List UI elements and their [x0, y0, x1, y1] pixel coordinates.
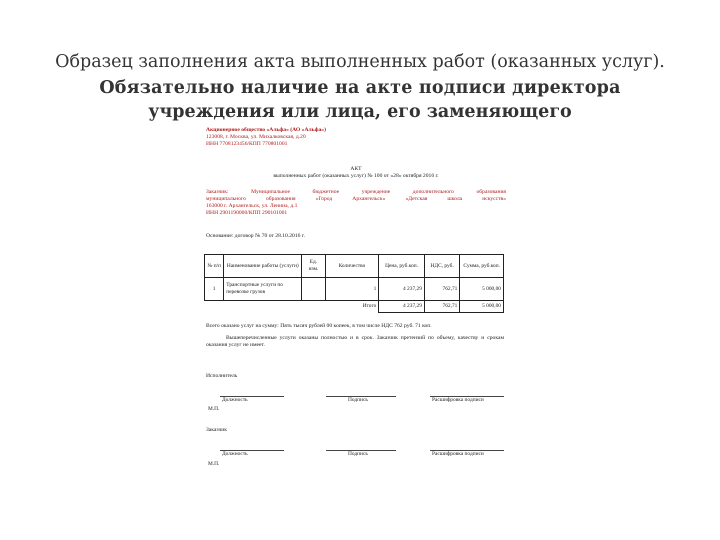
- customer-label: Заказчик:: [206, 189, 229, 195]
- executor-label: Исполнитель: [206, 373, 238, 379]
- col-sum: Сумма, руб.коп.: [460, 255, 504, 278]
- customer-inn: ИНН 2901190000/КПП 290101001: [206, 209, 288, 216]
- col-quantity: Количество: [325, 255, 379, 278]
- cell-price: 4 237,29: [379, 278, 425, 301]
- cell-number: 1: [205, 278, 224, 301]
- cell-quantity: 1: [325, 278, 379, 301]
- total-label: Итого: [325, 301, 379, 313]
- company-inn: ИНН 7708123456/КПП 770801001: [206, 141, 288, 147]
- customer-signature-caption: Подпись: [348, 451, 368, 457]
- acceptance-statement: Вышеперечисленные услуги оказаны полностью и в срок. Заказчик претензий по объему, качеству и срокам оказания услуг не имеет.: [206, 335, 504, 348]
- table-header-row: [205, 255, 504, 278]
- total-summary: Всего оказано услуг на сумму: Пять тысяч рублей 00 копеек, в том числе НДС 762 руб. 71 коп.: [206, 323, 432, 329]
- total-sum: 5 000,00: [460, 301, 504, 313]
- cell-name: Транспортные услуги по перевозке грузов: [224, 278, 302, 301]
- executor-decode-caption: Расшифровка подписи: [432, 397, 484, 403]
- act-document: [204, 127, 508, 472]
- contract-basis: Основание: договор № 70 от 28.10.2016 г.: [206, 233, 305, 239]
- slide-title-line-1: Образец заполнения акта выполненных работ (оказанных услуг).: [55, 52, 665, 72]
- executor-stamp: М.П.: [208, 406, 220, 412]
- executor-signature-caption: Подпись: [348, 397, 368, 403]
- cell-unit: [302, 278, 325, 301]
- slide-title-line-3: учреждения или лица, его заменяющего: [148, 102, 572, 122]
- customer-line-1: Муниципальное бюджетное учреждение дополнительного образования: [251, 189, 507, 195]
- customer-stamp: М.П.: [208, 461, 220, 467]
- table-row: [205, 278, 504, 301]
- col-price: Цена, руб.коп.: [379, 255, 425, 278]
- col-vat: НДС, руб.: [424, 255, 459, 278]
- cell-vat: 762,71: [424, 278, 459, 301]
- act-title: АКТ: [350, 166, 362, 172]
- customer-block: [206, 189, 506, 217]
- customer-decode-caption: Расшифровка подписи: [432, 451, 484, 457]
- services-table: [204, 254, 504, 313]
- col-unit: Ед. изм.: [302, 255, 325, 278]
- col-number: № п/п: [205, 255, 224, 278]
- act-subtitle: выполненных работ (оказанных услуг) № 100 от «28» октября 2016 г.: [273, 173, 439, 179]
- company-address: 123008, г. Москва, ул. Михалковская, д.20: [206, 134, 306, 140]
- col-name: Наименование работы (услуги): [224, 255, 302, 278]
- total-price: 4 237,29: [379, 301, 425, 313]
- customer-line-3: 163000 г. Архангельск, ул. Ленина, д.1: [206, 202, 298, 209]
- customer-position-caption: Должность: [222, 451, 248, 457]
- executor-position-caption: Должность: [222, 397, 248, 403]
- company-name: Акционерное общество «Альфа» (АО «Альфа»): [206, 127, 326, 133]
- cell-sum: 5 000,00: [460, 278, 504, 301]
- customer-line-2: муниципального образования «Город Архангельск» «Детская школа искусств»: [206, 195, 506, 202]
- total-vat: 762,71: [424, 301, 459, 313]
- customer-sign-label: Заказчик: [206, 427, 228, 433]
- slide-title-line-2: Обязательно наличие на акте подписи директора: [99, 78, 621, 98]
- table-total-row: [205, 301, 504, 313]
